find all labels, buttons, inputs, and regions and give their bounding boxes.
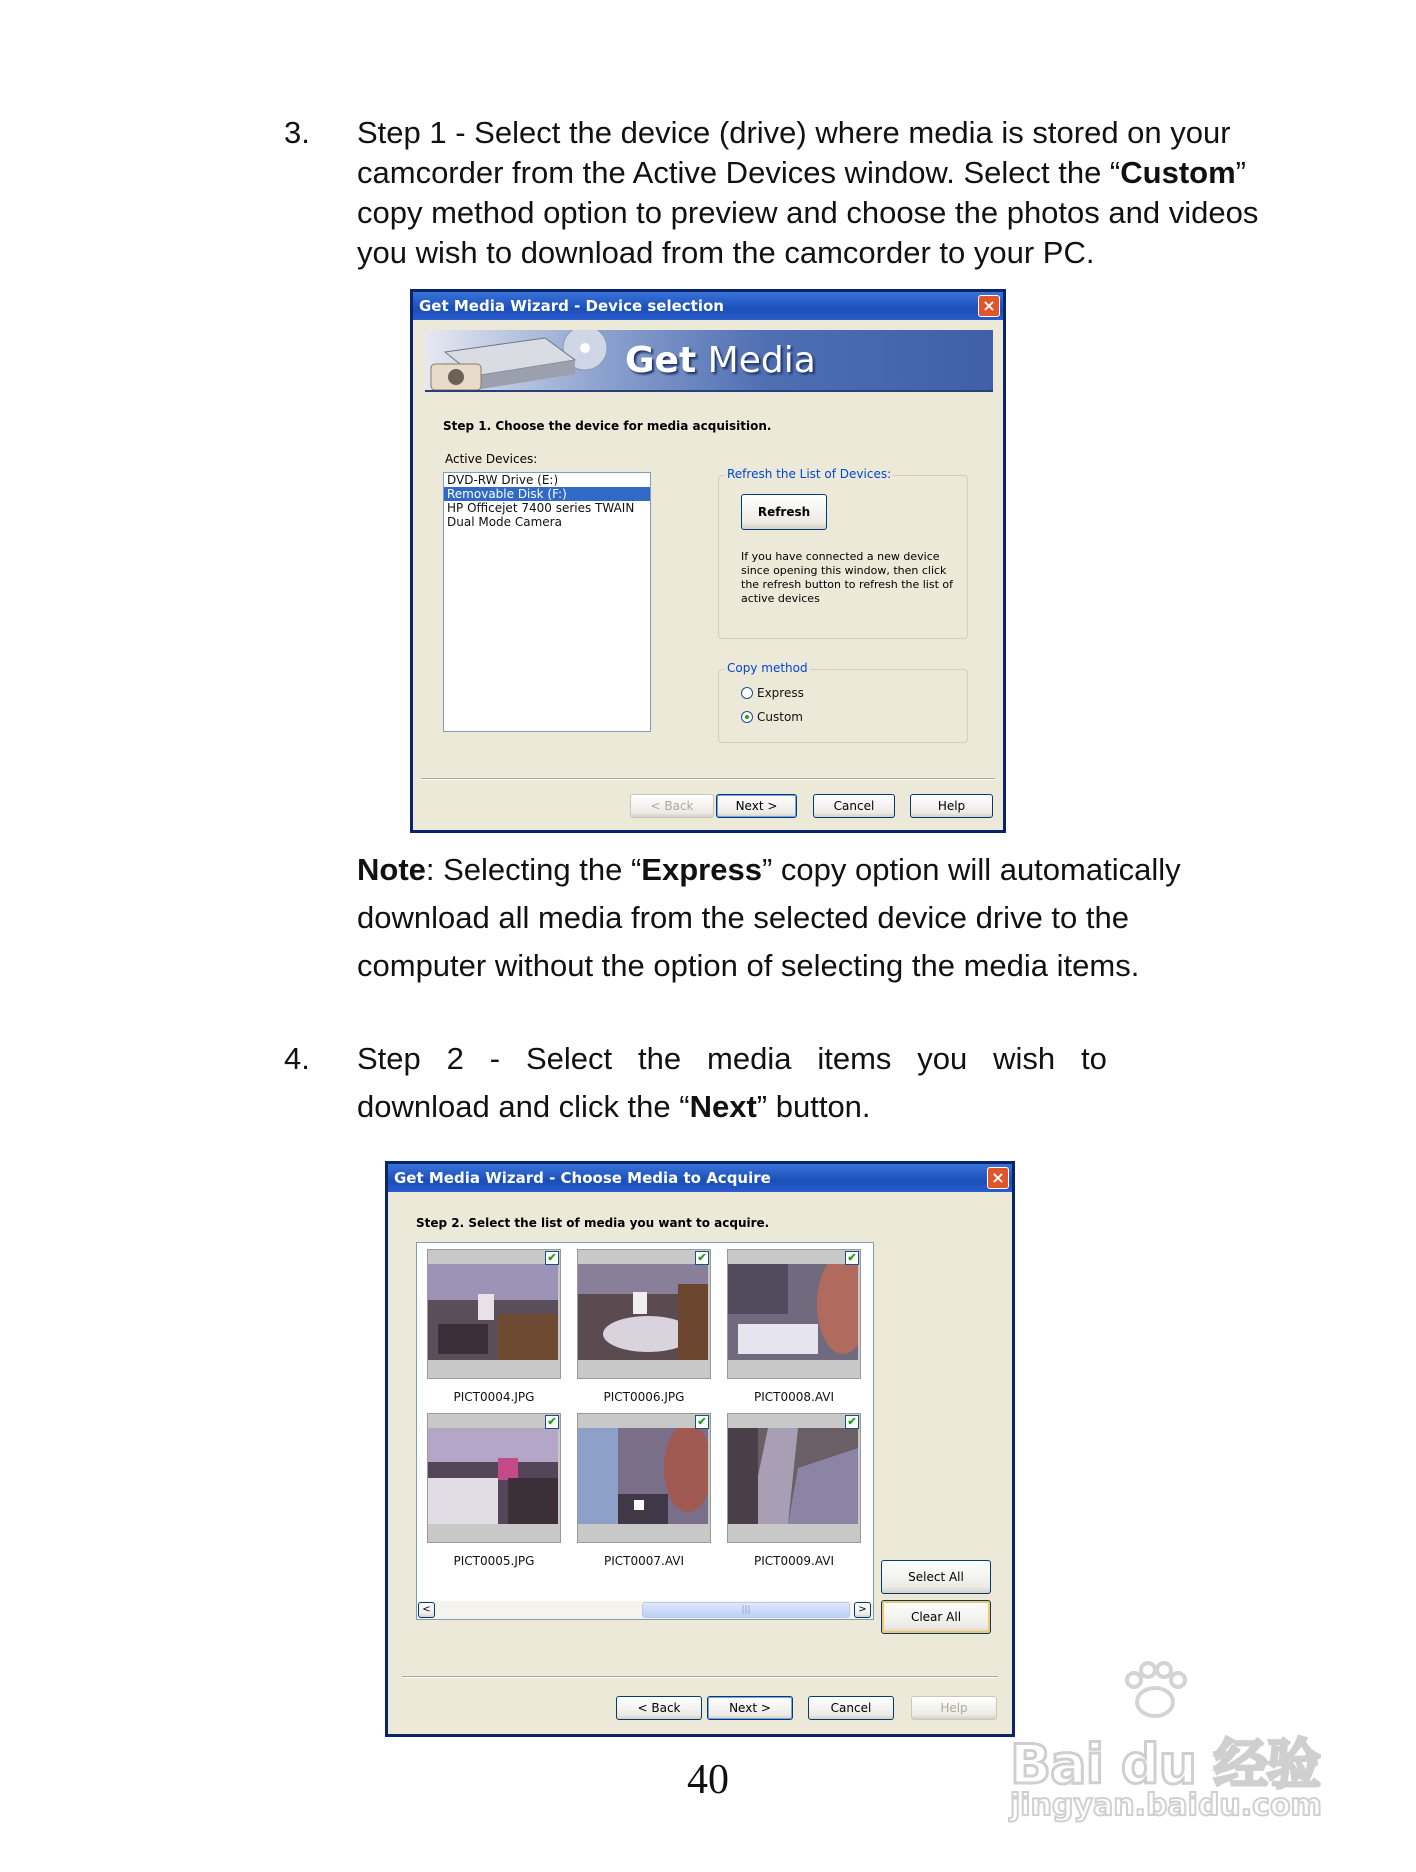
dialog-2-close-button[interactable]: × bbox=[987, 1167, 1009, 1189]
express-radio-circle[interactable] bbox=[741, 687, 753, 699]
step-4-line-1 bbox=[357, 1039, 1107, 1079]
dialog-1-close-button[interactable]: × bbox=[978, 295, 1000, 317]
express-emphasis: Express bbox=[641, 852, 762, 887]
help-button[interactable]: Help bbox=[910, 794, 993, 818]
device-item[interactable]: HP Officejet 7400 series TWAIN bbox=[447, 501, 635, 515]
cancel-button[interactable]: Cancel bbox=[813, 794, 895, 818]
step-3-number: 3. bbox=[284, 115, 310, 150]
note-paragraph bbox=[357, 846, 1181, 990]
step-4-word: Step bbox=[357, 1041, 421, 1076]
device-item-selected[interactable]: Removable Disk (F:) bbox=[444, 487, 650, 501]
media-checkbox[interactable]: ✔ bbox=[845, 1415, 859, 1429]
refresh-help-text bbox=[741, 550, 953, 606]
back-button[interactable]: < Back bbox=[630, 794, 714, 818]
note-text: : Selecting the “ bbox=[425, 852, 642, 887]
step-3-line-2 bbox=[357, 153, 1258, 193]
thumbnail-image bbox=[428, 1428, 558, 1524]
refresh-group bbox=[718, 467, 968, 639]
step-4-word: wish bbox=[993, 1041, 1056, 1076]
step-4-number: 4. bbox=[284, 1041, 310, 1076]
custom-radio-label: Custom bbox=[757, 710, 803, 724]
media-item[interactable] bbox=[577, 1413, 711, 1568]
device-item[interactable]: DVD-RW Drive (E:) bbox=[447, 473, 559, 487]
select-all-button[interactable]: Select All bbox=[881, 1560, 991, 1594]
back-button[interactable]: < Back bbox=[616, 1696, 702, 1720]
copy-method-group bbox=[718, 661, 968, 743]
note-line-1 bbox=[357, 846, 1181, 894]
step-4-word: media bbox=[707, 1041, 792, 1076]
get-media-banner bbox=[425, 330, 993, 392]
step-4-word: the bbox=[638, 1041, 682, 1076]
media-item[interactable] bbox=[727, 1249, 861, 1404]
banner-title-rest: Media bbox=[696, 340, 816, 381]
custom-radio[interactable] bbox=[741, 710, 803, 724]
step-4-word: - bbox=[489, 1041, 501, 1076]
media-item[interactable] bbox=[577, 1249, 711, 1404]
next-button[interactable]: Next > bbox=[707, 1696, 793, 1720]
media-filename: PICT0005.JPG bbox=[453, 1554, 535, 1568]
dialog-2-titlebar[interactable] bbox=[388, 1164, 1012, 1192]
dialog-2-step-text: Step 2. Select the list of media you want to acquire. bbox=[416, 1216, 770, 1230]
step-3-line-2-text: camcorder from the Active Devices window. Select the “ bbox=[357, 155, 1121, 190]
watermark-logo: Bai du 经验 bbox=[1010, 1733, 1320, 1796]
step-4-line-2-end: ” button. bbox=[756, 1089, 871, 1124]
express-radio-label: Express bbox=[757, 686, 804, 700]
step-3-line-4: you wish to download from the camcorder to your PC. bbox=[357, 235, 1095, 270]
next-button[interactable]: Next > bbox=[716, 794, 797, 818]
horizontal-scrollbar[interactable] bbox=[417, 1601, 873, 1619]
step-4-word: 2 bbox=[446, 1041, 464, 1076]
thumbnail-image bbox=[728, 1428, 858, 1524]
note-text-end: ” copy option will automatically bbox=[761, 852, 1181, 887]
page-number: 40 bbox=[687, 1757, 729, 1803]
media-item[interactable] bbox=[427, 1249, 561, 1404]
refresh-group-label: Refresh the List of Devices: bbox=[727, 467, 892, 481]
banner-title-bold: Get bbox=[625, 340, 697, 381]
note-label: Note bbox=[357, 852, 426, 887]
step-4-line-2 bbox=[357, 1087, 871, 1127]
refresh-help-line: active devices bbox=[741, 592, 820, 605]
baidu-watermark bbox=[1010, 1660, 1340, 1830]
media-list[interactable] bbox=[416, 1242, 874, 1620]
media-checkbox[interactable]: ✔ bbox=[545, 1251, 559, 1265]
custom-emphasis: Custom bbox=[1120, 155, 1236, 190]
note-line-3: computer without the option of selecting the media items. bbox=[357, 948, 1140, 983]
cancel-button[interactable]: Cancel bbox=[808, 1696, 894, 1720]
media-filename: PICT0007.AVI bbox=[603, 1554, 685, 1568]
scroll-right-button[interactable]: > bbox=[854, 1602, 871, 1618]
dialog-1-divider bbox=[421, 778, 995, 780]
device-item[interactable]: Dual Mode Camera bbox=[447, 515, 562, 529]
dialog-1-step-text: Step 1. Choose the device for media acquisition. bbox=[443, 419, 772, 433]
active-devices-label: Active Devices: bbox=[445, 452, 538, 466]
media-checkbox[interactable]: ✔ bbox=[695, 1415, 709, 1429]
refresh-help-line: since opening this window, then click bbox=[741, 564, 947, 577]
step-4-word: Select bbox=[525, 1041, 613, 1076]
media-item[interactable] bbox=[727, 1413, 861, 1568]
dialog-2-divider bbox=[402, 1676, 998, 1678]
step-3-line-3: copy method option to preview and choose the photos and videos bbox=[357, 195, 1259, 230]
media-filename: PICT0006.JPG bbox=[603, 1390, 685, 1404]
banner-title bbox=[625, 340, 816, 381]
step-4-word: to bbox=[1081, 1041, 1107, 1076]
device-selection-dialog bbox=[410, 289, 1006, 833]
scanner-camera-illustration bbox=[425, 330, 625, 390]
refresh-button[interactable]: Refresh bbox=[741, 494, 827, 530]
media-checkbox[interactable]: ✔ bbox=[545, 1415, 559, 1429]
dialog-1-titlebar[interactable] bbox=[413, 292, 1003, 320]
custom-radio-circle[interactable] bbox=[741, 711, 753, 723]
help-button[interactable]: Help bbox=[911, 1696, 997, 1720]
paw-icon bbox=[1120, 1660, 1190, 1720]
thumbnail-image bbox=[728, 1264, 858, 1360]
media-filename: PICT0009.AVI bbox=[753, 1554, 835, 1568]
step-4-word: you bbox=[917, 1041, 968, 1076]
thumbnail-image bbox=[578, 1428, 708, 1524]
active-devices-list[interactable] bbox=[443, 472, 651, 732]
thumbnail-image bbox=[428, 1264, 558, 1360]
scroll-thumb[interactable]: ||| bbox=[642, 1602, 850, 1618]
next-emphasis: Next bbox=[689, 1089, 757, 1124]
step-4-word: items bbox=[817, 1041, 892, 1076]
dialog-2-title: Get Media Wizard - Choose Media to Acquire bbox=[394, 1169, 771, 1187]
refresh-help-line: the refresh button to refresh the list of bbox=[741, 578, 954, 591]
step-3-paragraph bbox=[357, 113, 1258, 273]
thumbnail-image bbox=[578, 1264, 708, 1360]
step-3-line-2-end: ” bbox=[1235, 155, 1246, 190]
watermark-url: jingyan.baidu.com bbox=[1010, 1788, 1322, 1823]
clear-all-button[interactable]: Clear All bbox=[881, 1600, 991, 1634]
media-filename: PICT0004.JPG bbox=[453, 1390, 535, 1404]
dialog-1-title: Get Media Wizard - Device selection bbox=[419, 297, 724, 315]
step-4-line-2-text: download and click the “ bbox=[357, 1089, 690, 1124]
media-checkbox[interactable]: ✔ bbox=[845, 1251, 859, 1265]
express-radio[interactable] bbox=[741, 686, 804, 700]
media-checkbox[interactable]: ✔ bbox=[695, 1251, 709, 1265]
refresh-help-line: If you have connected a new device bbox=[741, 550, 940, 563]
media-filename: PICT0008.AVI bbox=[753, 1390, 835, 1404]
copy-method-label: Copy method bbox=[727, 661, 808, 675]
scroll-left-button[interactable]: < bbox=[418, 1602, 435, 1618]
media-item[interactable] bbox=[427, 1413, 561, 1568]
note-line-2: download all media from the selected device drive to the bbox=[357, 900, 1129, 935]
choose-media-dialog bbox=[385, 1161, 1015, 1737]
step-3-line-1: Step 1 - Select the device (drive) where media is stored on your bbox=[357, 115, 1231, 150]
